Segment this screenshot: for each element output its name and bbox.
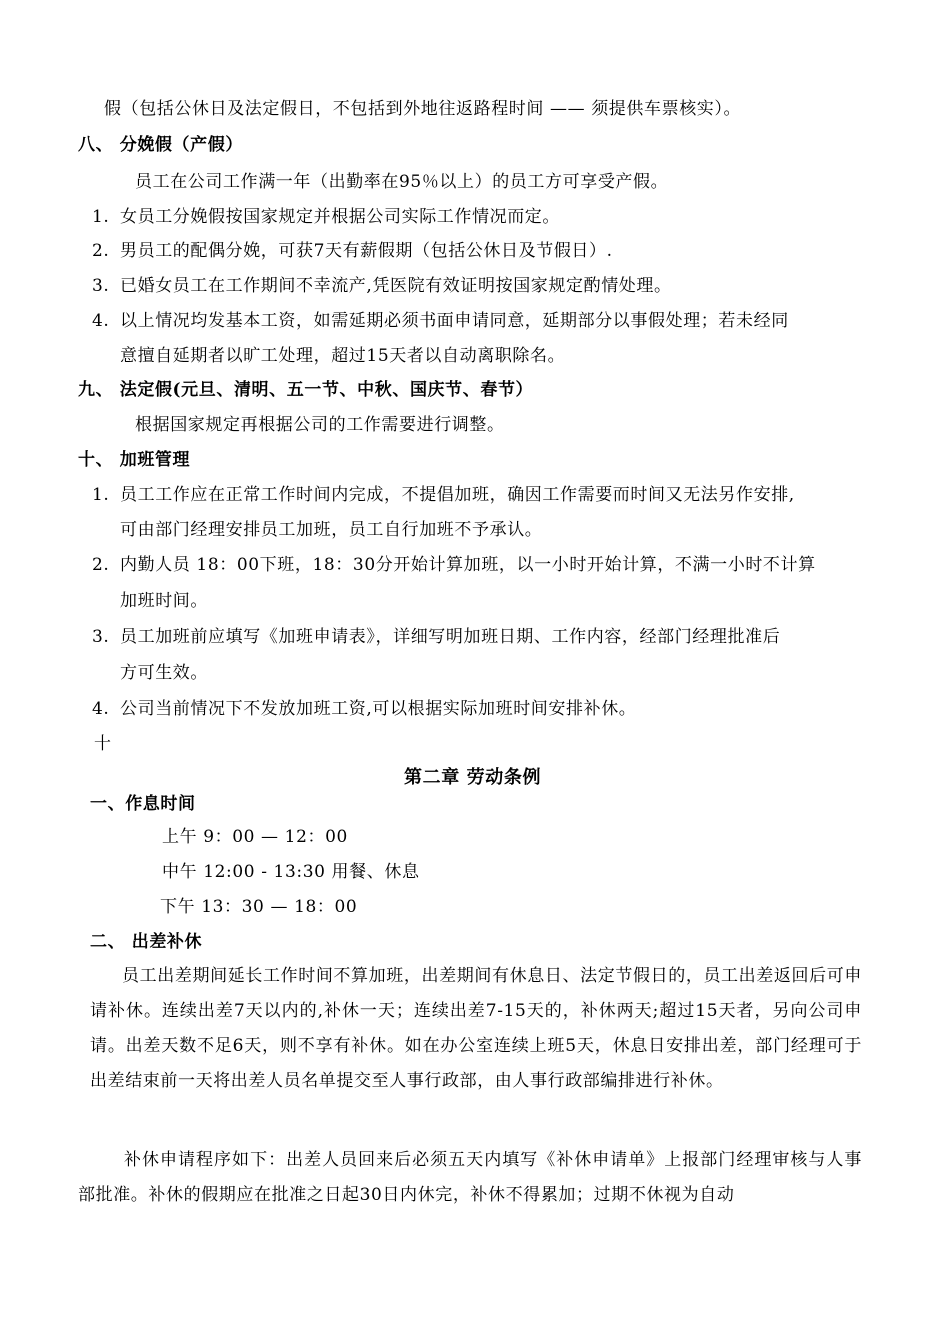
paragraph-compensatory-leave: 补休申请程序如下：出差人员回来后必须五天内填写《补休申请单》上报部门经理审核与人事部批准。补休的假期应在批准之日起30日内休完，补休不得累加；过期不休视为自动 — [78, 1150, 862, 1205]
text-line: 员工在公司工作满一年（出勤率在95％以上）的员工方可享受产假。 — [135, 172, 669, 192]
list-number: 3. — [92, 627, 110, 647]
list-number: 4. — [92, 699, 110, 719]
list-item — [92, 275, 672, 297]
list-text-continued: 意擅自延期者以旷工处理，超过15天者以自动离职除名。 — [120, 346, 566, 366]
list-number: 1. — [92, 485, 110, 505]
list-number: 3. — [92, 276, 110, 296]
list-text: 男员工的配偶分娩，可获7天有薪假期（包括公休日及节假日）. — [120, 241, 613, 261]
list-number: 4. — [92, 311, 110, 331]
list-item — [92, 206, 560, 228]
list-item — [92, 484, 795, 506]
list-item — [92, 240, 613, 262]
list-item — [92, 310, 789, 332]
list-item — [92, 626, 780, 648]
stray-character: 十 — [94, 734, 112, 754]
list-text-continued: 可由部门经理安排员工加班，员工自行加班不予承认。 — [120, 520, 543, 540]
list-item — [92, 698, 636, 720]
list-item — [92, 554, 816, 576]
chapter-title: 第二章 劳动条例 — [404, 767, 542, 788]
list-text: 已婚女员工在工作期间不幸流产,凭医院有效证明按国家规定酌情处理。 — [120, 276, 672, 296]
list-text: 内勤人员 18：00下班，18：30分开始计算加班，以一小时开始计算，不满一小时不计算 — [120, 555, 816, 575]
section-heading-8: 八、 分娩假（产假） — [78, 135, 243, 155]
list-number: 1. — [92, 207, 110, 227]
list-number: 2. — [92, 555, 110, 575]
chapter-section-heading-1: 一、作息时间 — [90, 794, 196, 814]
list-text-continued: 加班时间。 — [120, 591, 208, 611]
list-text: 以上情况均发基本工资，如需延期必须书面申请同意，延期部分以事假处理；若未经同 — [120, 311, 789, 331]
schedule-afternoon: 下午 13：30 — 18：00 — [160, 897, 358, 917]
schedule-noon: 中午 12:00 - 13:30 用餐、休息 — [162, 862, 420, 882]
text-line: 假（包括公休日及法定假日，不包括到外地往返路程时间 —— 须提供车票核实）。 — [104, 99, 742, 119]
text-line: 根据国家规定再根据公司的工作需要进行调整。 — [135, 415, 505, 435]
list-text: 员工加班前应填写《加班申请表》，详细写明加班日期、工作内容，经部门经理批准后 — [120, 627, 781, 647]
chapter-section-heading-2: 二、 出差补休 — [90, 932, 203, 952]
list-text-continued: 方可生效。 — [120, 663, 208, 683]
section-heading-9: 九、 法定假(元旦、清明、五一节、中秋、国庆节、春节） — [78, 380, 534, 400]
paragraph-business-trip: 员工出差期间延长工作时间不算加班，出差期间有休息日、法定节假日的，员工出差返回后可申请补休。连续出差7天以内的,补休一天；连续出差7-15天的，补休两天;超过15天者，另向公司申请。出差天数不足6天，则不享有补休。如在办公室连续上班5天，休息日安排出差，部门经理可于出差结束前一天将出差人员名单提交至人事行政部，由人事行政部编排进行补休。 — [90, 966, 862, 1091]
section-heading-10: 十、 加班管理 — [78, 450, 191, 470]
schedule-morning: 上午 9：00 — 12：00 — [162, 827, 348, 847]
list-text: 女员工分娩假按国家规定并根据公司实际工作情况而定。 — [120, 207, 560, 227]
list-text: 员工工作应在正常工作时间内完成，不提倡加班，确因工作需要而时间又无法另作安排, — [120, 485, 795, 505]
list-text: 公司当前情况下不发放加班工资,可以根据实际加班时间安排补休。 — [120, 699, 637, 719]
list-number: 2. — [92, 241, 110, 261]
